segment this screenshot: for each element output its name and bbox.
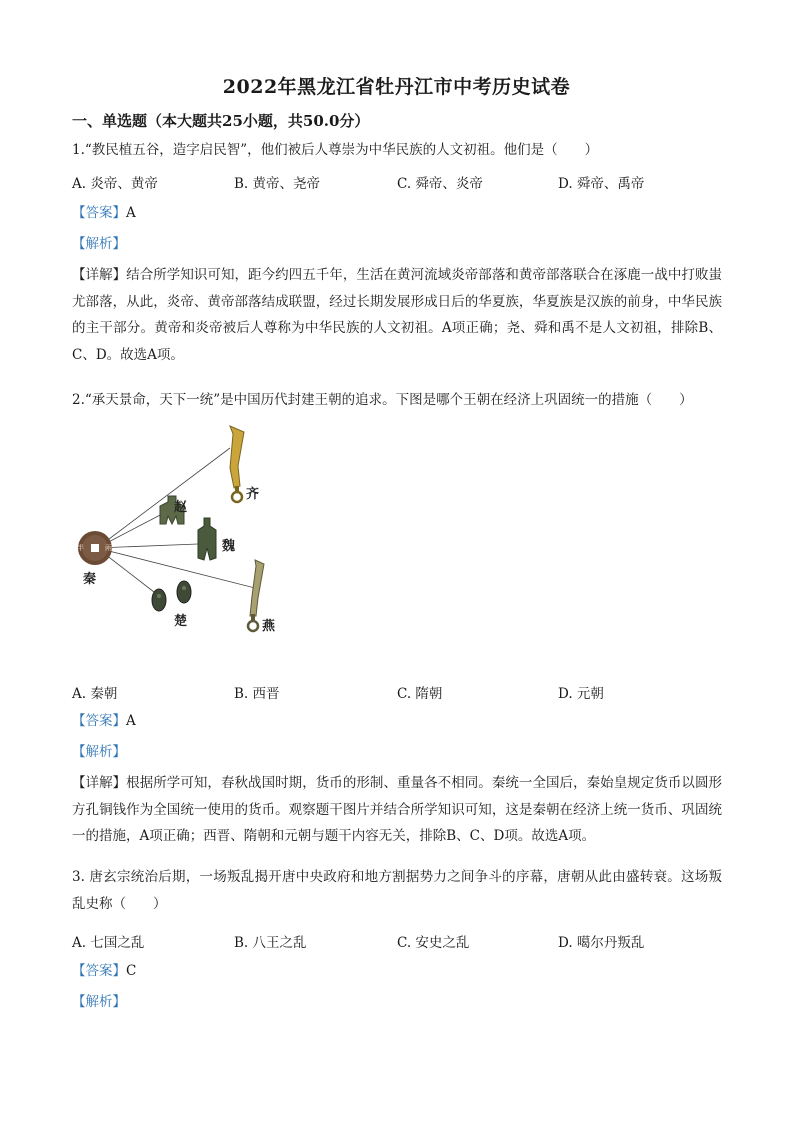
detail-text: 结合所学知识可知，距今约四五千年，生活在黄河流域炎帝部落和黄帝部落联合在涿鹿一战中打败蚩尤部落，从此，炎帝、黄帝部落结成联盟，经过长期发展形成日后的华夏族，华夏族是汉族的前身，中华民族的主干部分。黄帝和炎帝被后人尊称为中华民族的人文初祖。A项正确；尧、舜和禹不是人文初祖，排除B、C、D。故选A项。 bbox=[72, 267, 723, 363]
question-1-detail bbox=[72, 262, 722, 368]
question-3-answer bbox=[72, 961, 732, 981]
qin-label: 秦 bbox=[83, 572, 97, 587]
question-1-analysis bbox=[72, 234, 732, 254]
question-1-option-c: C. 舜帝、炎帝 bbox=[397, 176, 483, 192]
answer-tag: 【答案】 bbox=[72, 205, 126, 221]
chu-ant-nose-coin-icon bbox=[152, 581, 191, 611]
answer-value: A bbox=[126, 713, 136, 729]
question-1-answer bbox=[72, 203, 732, 223]
question-3-option-a: A. 七国之乱 bbox=[72, 935, 145, 951]
question-1-stem: 1.“教民植五谷，造字启民智”，他们被后人尊崇为中华民族的人文初祖。他们是（ ） bbox=[72, 142, 599, 158]
question-2-detail bbox=[72, 770, 722, 850]
answer-value: C bbox=[126, 963, 137, 979]
analysis-tag: 【解析】 bbox=[72, 236, 126, 252]
question-1-option-b: B. 黄帝、尧帝 bbox=[234, 176, 321, 192]
zhao-label: 赵 bbox=[174, 500, 188, 515]
detail-text: 根据所学可知，春秋战国时期，货币的形制、重量各不相同。秦统一全国后，秦始皇规定货币以圆形方孔铜钱作为全国统一使用的货币。观察题干图片并结合所学知识可知，这是秦朝在经济上统一货币、巩固统一的措施，A项正确；西晋、隋朝和元朝与题干内容无关，排除B、C、D项。故选A项。 bbox=[72, 775, 723, 844]
question-3-analysis bbox=[72, 992, 732, 1012]
answer-tag: 【答案】 bbox=[72, 963, 126, 979]
wei-spade-coin-icon bbox=[198, 518, 216, 560]
question-2-option-c: C. 隋朝 bbox=[397, 686, 443, 702]
svg-text:兩: 兩 bbox=[105, 544, 112, 552]
qi-label: 齐 bbox=[246, 487, 260, 502]
question-3-stem: 3. 唐玄宗统治后期，一场叛乱揭开唐中央政府和地方割据势力之间争斗的序幕，唐朝从此由盛转衰。这场叛乱史称（ ） bbox=[72, 869, 722, 912]
qin-coin-icon bbox=[77, 531, 112, 565]
qi-knife-coin-icon bbox=[230, 426, 244, 502]
answer-tag: 【答案】 bbox=[72, 713, 126, 729]
svg-text:半: 半 bbox=[77, 544, 84, 552]
ancient-coins-figure bbox=[72, 420, 287, 642]
question-2-option-a: A. 秦朝 bbox=[72, 686, 118, 702]
question-2-answer bbox=[72, 711, 732, 731]
wei-label: 魏 bbox=[222, 539, 236, 554]
question-2-stem: 2.“承天景命，天下一统”是中国历代封建王朝的追求。下图是哪个王朝在经济上巩固统一的措施（ ） bbox=[72, 392, 693, 408]
question-2-option-b: B. 西晋 bbox=[234, 686, 280, 702]
page-title: 2022年黑龙江省牡丹江市中考历史试卷 bbox=[222, 76, 571, 98]
question-2-options bbox=[72, 682, 732, 702]
question-1-option-d: D. 舜帝、禹帝 bbox=[558, 176, 645, 192]
question-1-option-a: A. 炎帝、黄帝 bbox=[72, 176, 158, 192]
question-2-option-d: D. 元朝 bbox=[558, 686, 604, 702]
question-3-option-c: C. 安史之乱 bbox=[397, 935, 470, 951]
answer-value: A bbox=[126, 205, 136, 221]
chu-label: 楚 bbox=[174, 614, 188, 629]
detail-tag: 【详解】 bbox=[72, 775, 127, 791]
analysis-tag: 【解析】 bbox=[72, 744, 126, 760]
detail-tag: 【详解】 bbox=[72, 267, 127, 283]
question-3-options bbox=[72, 931, 732, 951]
question-3-option-b: B. 八王之乱 bbox=[234, 935, 307, 951]
yan-label: 燕 bbox=[262, 619, 276, 634]
section-heading: 一、单选题（本大题共25小题，共50.0分） bbox=[72, 112, 370, 130]
question-1-options bbox=[72, 172, 732, 192]
question-3-option-d: D. 噶尔丹叛乱 bbox=[558, 935, 645, 951]
analysis-tag: 【解析】 bbox=[72, 994, 126, 1010]
question-2-analysis bbox=[72, 742, 732, 762]
